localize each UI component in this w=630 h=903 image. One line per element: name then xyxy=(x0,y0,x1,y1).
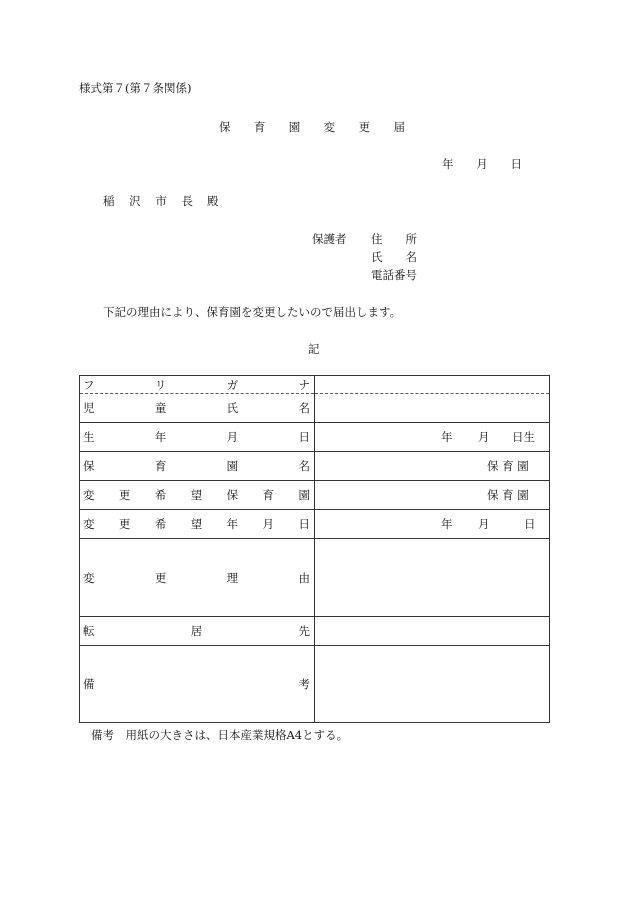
desired-date-field[interactable]: 年 月 日 xyxy=(315,510,550,539)
guardian-label: 保護者 xyxy=(312,232,347,246)
desired-date-label: 変 更 希 望 年 月 日 xyxy=(80,510,315,539)
reason-field[interactable] xyxy=(315,539,550,617)
form-title: 保 育 園 変 更 届 xyxy=(219,120,405,134)
ki-heading: 記 xyxy=(308,342,320,356)
desired-date-row xyxy=(80,510,550,539)
notification-table xyxy=(79,375,550,723)
nursery-row xyxy=(80,452,550,481)
intro-text: 下記の理由により、保育園を変更したいので届出します。 xyxy=(103,305,402,319)
remarks-label: 備 考 xyxy=(80,646,315,723)
new-address-label: 転 居 先 xyxy=(80,617,315,646)
remarks-row xyxy=(80,646,550,723)
guardian-name-label: 氏 名 xyxy=(371,250,417,264)
furigana-row xyxy=(80,376,550,394)
nursery-label: 保 育 園 名 xyxy=(80,452,315,481)
remarks-field[interactable] xyxy=(315,646,550,723)
child-name-label: 児 童 氏 名 xyxy=(80,394,315,423)
furigana-field[interactable] xyxy=(315,376,550,394)
desired-nursery-field[interactable]: 保 育 園 xyxy=(315,481,550,510)
addressee-honorific: 殿 xyxy=(207,194,219,208)
form-number: 様式第７(第７条関係) xyxy=(79,81,192,95)
reason-row xyxy=(80,539,550,617)
birthdate-label: 生 年 月 日 xyxy=(80,423,315,452)
desired-nursery-label: 変 更 希 望 保 育 園 xyxy=(80,481,315,510)
date-line: 年 月 日 xyxy=(442,157,522,171)
birthdate-row xyxy=(80,423,550,452)
guardian-address-label: 住 所 xyxy=(371,232,417,246)
nursery-field[interactable]: 保 育 園 xyxy=(315,452,550,481)
reason-label: 変 更 理 由 xyxy=(80,539,315,617)
new-address-row xyxy=(80,617,550,646)
addressee: 稲 沢 市 長 xyxy=(103,194,193,208)
furigana-label: フ リ ガ ナ xyxy=(80,376,315,394)
guardian-phone-label: 電話番号 xyxy=(371,268,417,282)
footer-note: 備考 用紙の大きさは、日本産業規格A4とする。 xyxy=(91,728,349,742)
birthdate-field[interactable]: 年 月 日生 xyxy=(315,423,550,452)
child-name-row xyxy=(80,394,550,423)
new-address-field[interactable] xyxy=(315,617,550,646)
child-name-field[interactable] xyxy=(315,394,550,423)
desired-nursery-row xyxy=(80,481,550,510)
